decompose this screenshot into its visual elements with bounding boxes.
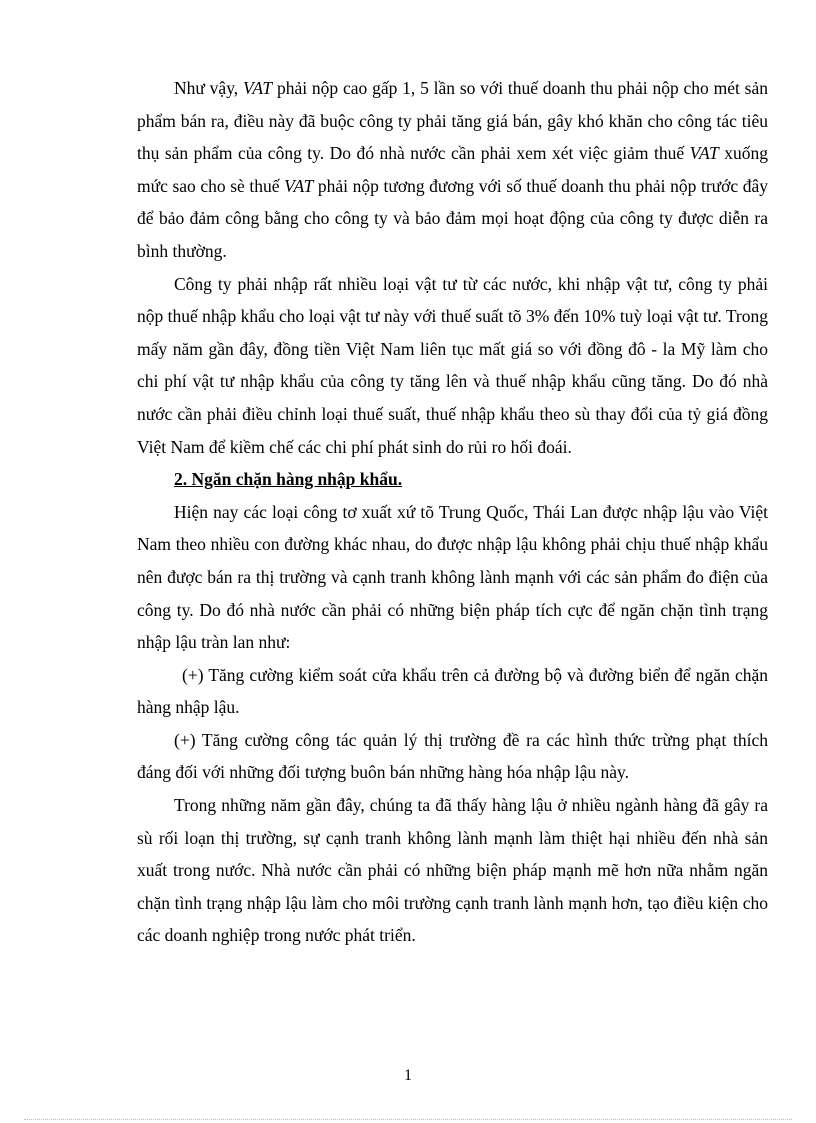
paragraph-smuggling: Hiện nay các loại công tơ xuất xứ tõ Trung Quốc, Thái Lan được nhập lậu vào Việt Nam theo nhiều con đường khác nhau, do được nhập lậu không phải chịu thuế nhập khẩu nên được bán ra thị trường và cạnh tranh không lành mạnh với các sản phẩm đo điện của công ty. Do đó nhà nước cần phải có những biện pháp tích cực để ngăn chặn tình trạng nhập lậu tràn lan như: bbox=[137, 501, 768, 653]
paragraph-vat-text-2: phải nộp cao gấp 1, 5 lần so với thuế doanh thu phải nộp cho mét sản phẩm bán ra, điều này đã buộc công ty phải tăng giá bán, gây khó khăn cho công tác tiêu thụ sản phẩm của công ty. Do đó nhà nước cần phải xem xét việc giảm thuế bbox=[137, 78, 768, 164]
list-item-market-management: (+) Tăng cường công tác quản lý thị trường đề ra các hình thức trừng phạt thích đáng đối với những đối tượng buôn bán những hàng hóa nhập lậu này. bbox=[137, 729, 768, 783]
page-bottom-divider bbox=[24, 1119, 792, 1120]
paragraph-conclusion: Trong những năm gần đây, chúng ta đã thấy hàng lậu ở nhiều ngành hàng đã gây ra sù rối loạn thị trường, sự cạnh tranh không lành mạnh làm thiệt hại nhiều đến nhà sản xuất trong nước. Nhà nước cần phải có những biện pháp mạnh mẽ hơn nữa nhằm ngăn chặn tình trạng nhập lậu làm cho môi trường cạnh tranh lành mạnh hơn, tạo điều kiện cho các doanh nghiệp trong nước phát triển. bbox=[137, 795, 768, 946]
document-body bbox=[137, 72, 768, 952]
paragraph-vat bbox=[137, 72, 768, 268]
paragraph-vat-text-1: Như vậy, bbox=[174, 78, 243, 98]
list-item-border-control: (+) Tăng cường kiểm soát cửa khẩu trên cả đường bộ và đường biển để ngăn chặn hàng nhập lậu. bbox=[137, 664, 768, 718]
vat-term: VAT bbox=[689, 143, 719, 164]
paragraph-vat-text-3: xuống mức sao cho sè thuế bbox=[137, 143, 769, 196]
page-number: 1 bbox=[404, 1067, 412, 1084]
paragraph-vat-text-4: phải nộp tương đương với số thuế doanh thu phải nộp trước đây để bảo đảm công bằng cho công ty và bảo đảm mọi hoạt động của công ty được diễn ra bình thường. bbox=[137, 175, 769, 261]
paragraph-import-tax: Công ty phải nhập rất nhiều loại vật tư từ các nước, khi nhập vật tư, công ty phải nộp thuế nhập khẩu cho loại vật tư này với thuế suất tõ 3% đến 10% tuỳ loại vật tư. Trong mấy năm gần đây, đồng tiền Việt Nam liên tục mất giá so với đồng đô - la Mỹ làm cho chi phí vật tư nhập khẩu của công ty tăng lên và thuế nhập khẩu cũng tăng. Do đó nhà nước cần phải điều chỉnh loại thuế suất, thuế nhập khẩu theo sù thay đổi của tỷ giá đồng Việt Nam để kiềm chế các chi phí phát sinh do rủi ro hối đoái. bbox=[137, 273, 768, 457]
section-heading: 2. Ngăn chặn hàng nhập khẩu. bbox=[174, 469, 403, 490]
vat-term: VAT bbox=[243, 78, 273, 98]
vat-term: VAT bbox=[284, 175, 314, 196]
